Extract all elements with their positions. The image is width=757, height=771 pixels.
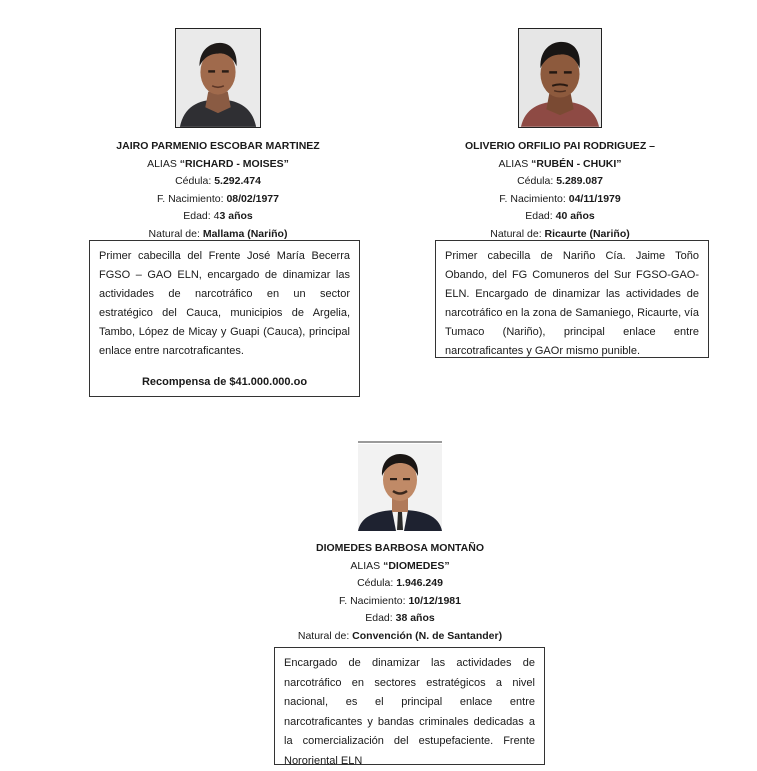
- description-text: Primer cabecilla de Nariño Cía. Jaime Toño Obando, del FG Comuneros del Sur FGSO-GAO-ELN. Encargado de dinamizar las actividades de narcotráfico en la zona de Samaniego, Ricaurte, vía Tumaco (Nariño), principal enlace entre narcotraficantes y GAOr mismo punible.: [445, 250, 699, 357]
- description-box-diomedes: [274, 647, 545, 765]
- age-value: 40 años: [555, 210, 595, 223]
- alias-label: ALIAS: [498, 157, 529, 170]
- alias-value: “DIOMEDES”: [383, 559, 450, 572]
- age-value: 3 años: [219, 210, 253, 223]
- portrait-image: [358, 444, 442, 531]
- birth-value: 08/02/1977: [226, 192, 279, 205]
- birth-value: 10/12/1981: [408, 594, 461, 607]
- photo-top-rule: [358, 441, 442, 443]
- person-photo-oliverio: [518, 28, 602, 128]
- description-box-oliverio: [435, 240, 709, 358]
- cedula-line: [265, 575, 535, 593]
- person-info-oliverio: [440, 138, 680, 244]
- origin-line: [265, 628, 535, 646]
- cedula-label: Cédula:: [175, 175, 212, 188]
- birth-line: [90, 191, 346, 209]
- birth-line: [265, 593, 535, 611]
- birth-label: F. Nacimiento:: [156, 192, 224, 205]
- age-label: Edad:: [525, 210, 553, 223]
- age-label: Edad:: [183, 210, 211, 223]
- age-line: [90, 208, 346, 226]
- origin-label: Natural de:: [297, 629, 350, 642]
- age-line: [265, 610, 535, 628]
- alias-line: [265, 558, 535, 576]
- description-text: Encargado de dinamizar las actividades de narcotráfico en sectores estratégicos a nivel nacional, es el principal enlace entre narcotraficantes y bandas criminales dedicadas a la comercialización del estupefaciente. Frente Nororiental ELN: [284, 657, 535, 767]
- cedula-value: 5.289.087: [556, 175, 603, 188]
- cedula-value: 1.946.249: [396, 577, 443, 590]
- cedula-value: 5.292.474: [214, 175, 261, 188]
- person-name: OLIVERIO ORFILIO PAI RODRIGUEZ –: [465, 140, 655, 152]
- portrait-image: [176, 29, 260, 127]
- cedula-line: [440, 173, 680, 191]
- person-name: DIOMEDES BARBOSA MONTAÑO: [316, 542, 484, 554]
- portrait-image: [519, 29, 601, 127]
- origin-label: Natural de:: [148, 227, 200, 240]
- description-box-jairo: [89, 240, 360, 397]
- birth-label: F. Nacimiento:: [499, 192, 566, 205]
- alias-value: “RUBÉN - CHUKI”: [531, 157, 622, 170]
- alias-line: [440, 156, 680, 174]
- birth-value: 04/11/1979: [568, 192, 621, 205]
- reward-text: Recompensa de $41.000.000.oo: [141, 376, 308, 388]
- age-prefix: 4: [213, 210, 220, 223]
- person-info-jairo: [90, 138, 346, 244]
- origin-value: Ricaurte (Nariño): [544, 227, 630, 240]
- cedula-label: Cédula:: [357, 577, 394, 590]
- age-value: 38 años: [395, 612, 435, 625]
- birth-line: [440, 191, 680, 209]
- age-label: Edad:: [365, 612, 393, 625]
- origin-label: Natural de:: [490, 227, 542, 240]
- cedula-line: [90, 173, 346, 191]
- birth-label: F. Nacimiento:: [338, 594, 406, 607]
- alias-label: ALIAS: [147, 157, 177, 170]
- alias-value: “RICHARD - MOISES”: [179, 157, 289, 170]
- alias-label: ALIAS: [350, 559, 381, 572]
- origin-value: Mallama (Nariño): [202, 227, 288, 240]
- person-name: JAIRO PARMENIO ESCOBAR MARTINEZ: [116, 140, 320, 152]
- person-photo-jairo: [175, 28, 261, 128]
- person-info-diomedes: [265, 540, 535, 646]
- cedula-label: Cédula:: [517, 175, 554, 188]
- origin-value: Convención (N. de Santander): [352, 629, 503, 642]
- age-line: [440, 208, 680, 226]
- person-photo-diomedes: [358, 444, 442, 531]
- description-text: Primer cabecilla del Frente José María Becerra FGSO – GAO ELN, encargado de dinamizar las actividades de narcotráfico en un sector estratégico del Cauca, municipios de Argelia, Tambo, López de Micay y Guapi (Cauca), principal enlace entre narcotraficantes.: [99, 250, 350, 357]
- alias-line: [90, 156, 346, 174]
